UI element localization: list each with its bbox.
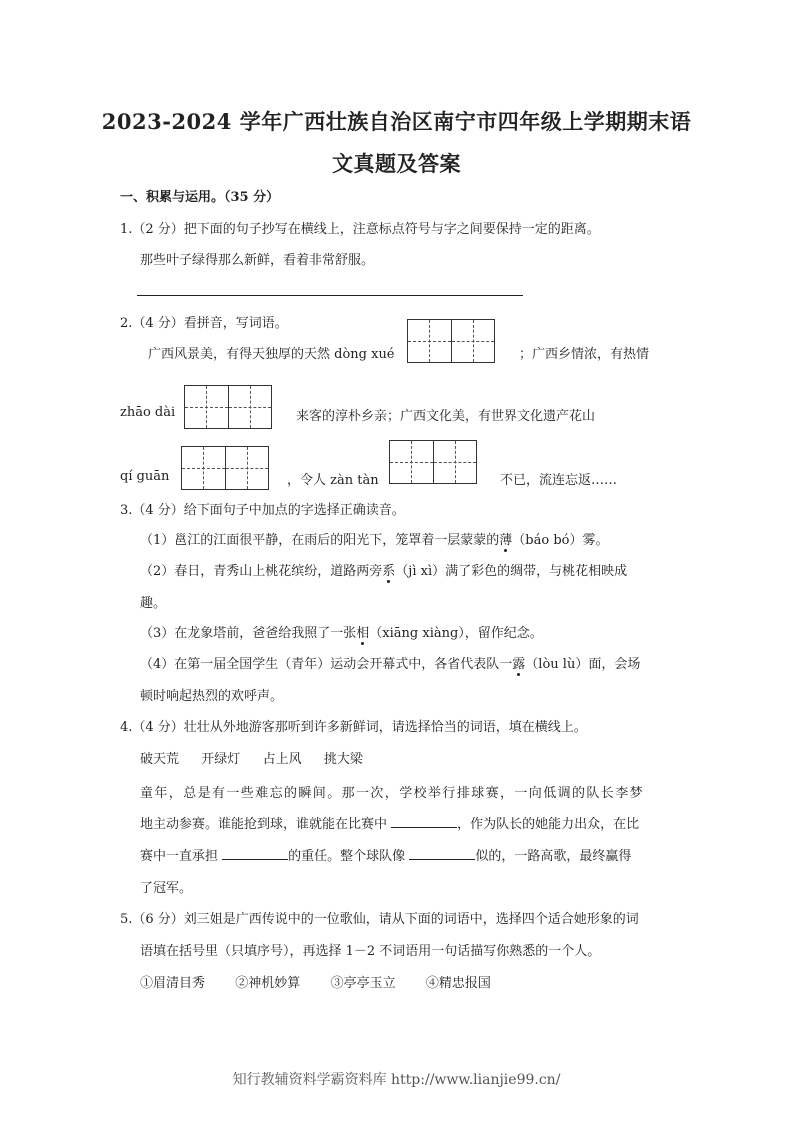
text: ，作为队长的她能力出众，在比 <box>457 817 640 832</box>
grid-cell[interactable] <box>434 441 477 483</box>
question-4: 4.（4 分）壮壮从外地游客那听到许多新鲜词，请选择恰当的词语，填在横线上。 <box>120 720 587 735</box>
text: （xiāng xiàng），留作纪念。 <box>369 626 543 641</box>
text: 地主动参赛。谁能抢到球，谁就能在比赛中 <box>140 817 388 832</box>
pinyin-zhaodai: zhāo dài <box>120 405 176 420</box>
passage-line-1: 童年，总是有一些难忘的瞬间。那一次，学校举行排球赛，一向低调的队长李梦 <box>140 786 645 801</box>
idiom-options <box>140 972 491 991</box>
question-2-text-2: ；广西乡情浓，有热情 <box>519 347 650 362</box>
text: （lòu lù）面，会场 <box>525 657 641 672</box>
idiom-option: ③亭亭玉立 <box>330 976 396 991</box>
word-options <box>140 748 363 767</box>
writing-grid-zantan[interactable] <box>389 440 477 484</box>
section-heading: 一、积累与运用。（35 分） <box>120 190 280 205</box>
page-title-line2: 文真题及答案 <box>332 151 461 176</box>
text: （2）春日，青秀山上桃花缤纷，道路两旁 <box>140 564 383 579</box>
question-1: 1.（2 分）把下面的句子抄写在横线上，注意标点符号与字之间要保持一定的距离。 <box>120 222 600 237</box>
question-3-item-2-cont: 趣。 <box>140 596 167 611</box>
question-5: 5.（6 分）刘三姐是广西传说中的一位歌仙，请从下面的词语中，选择四个适合她形象的词 <box>120 912 639 927</box>
text: 的重任。整个球队像 <box>288 849 406 864</box>
passage-line-4: 了冠军。 <box>140 881 193 896</box>
question-2-text-1: 广西风景美，有得天独厚的天然 dòng xué <box>148 347 395 362</box>
grid-cell[interactable] <box>185 386 229 428</box>
pinyin-qiguan: qí guān <box>120 469 170 484</box>
grid-cell[interactable] <box>408 320 452 362</box>
dotted-char: 薄 <box>499 533 513 548</box>
word-option: 破天荒 <box>140 752 180 767</box>
word-option: 挑大梁 <box>323 752 363 767</box>
dotted-char: 相 <box>356 626 370 641</box>
text: （3）在龙象塔前，爸爸给我照了一张 <box>140 626 357 641</box>
writing-grid-qiguan[interactable] <box>181 446 269 490</box>
word-option: 占上风 <box>262 752 302 767</box>
fill-blank[interactable] <box>222 845 288 860</box>
text: （jì xì）满了彩色的绸带，与桃花相映成 <box>395 564 628 579</box>
footer-watermark: 知行教辅资料学霸资料库 http://www.lianjie99.cn/ <box>232 1072 561 1088</box>
question-5-cont: 语填在括号里（只填序号），再选择 1－2 不词语用一句话描写你熟悉的一个人。 <box>140 944 601 959</box>
dotted-char: 露 <box>512 657 526 672</box>
grid-cell[interactable] <box>452 320 495 362</box>
question-3-item-4-cont: 顿时响起热烈的欢呼声。 <box>140 689 284 704</box>
grid-cell[interactable] <box>226 447 269 489</box>
question-2: 2.（4 分）看拼音，写词语。 <box>120 316 288 331</box>
text: （4）在第一届全国学生（青年）运动会开幕式中，各省代表队一 <box>140 657 513 672</box>
passage-line-2 <box>140 813 639 832</box>
answer-line[interactable] <box>137 295 523 296</box>
page-title: 2023-2024 学年广西壮族自治区南宁市四年级上学期期末语 <box>101 109 692 134</box>
passage-line-3 <box>140 845 631 864</box>
grid-cell[interactable] <box>182 447 226 489</box>
question-2-text-4: 不已，流连忘返…… <box>500 473 618 488</box>
idiom-option: ②神机妙算 <box>235 976 301 991</box>
text: 似的，一路高歌，最终赢得 <box>475 849 632 864</box>
text: 赛中一直承担 <box>140 849 219 864</box>
question-3-item-3 <box>140 622 543 641</box>
writing-grid-dongxue[interactable] <box>407 319 495 363</box>
question-3-item-2 <box>140 560 627 579</box>
text: （báo bó）雾。 <box>512 533 609 548</box>
dotted-char: 系 <box>382 564 396 579</box>
question-3-item-4 <box>140 653 640 672</box>
pinyin-zantan: ，令人 zàn tàn <box>287 473 379 488</box>
grid-cell[interactable] <box>390 441 434 483</box>
word-option: 开绿灯 <box>201 752 241 767</box>
writing-grid-zhaodai[interactable] <box>184 385 272 429</box>
question-2-text-3: 来客的淳朴乡亲；广西文化美，有世界文化遗产花山 <box>296 409 596 424</box>
question-3: 3.（4 分）给下面句子中加点的字选择正确读音。 <box>120 503 405 518</box>
fill-blank[interactable] <box>409 845 475 860</box>
idiom-option: ④精忠报国 <box>425 976 491 991</box>
question-3-item-1 <box>140 529 608 548</box>
grid-cell[interactable] <box>229 386 272 428</box>
question-1-sentence: 那些叶子绿得那么新鲜，看着非常舒服。 <box>140 253 375 268</box>
fill-blank[interactable] <box>391 813 457 828</box>
idiom-option: ①眉清目秀 <box>140 976 206 991</box>
text: （1）邕江的江面很平静，在雨后的阳光下，笼罩着一层蒙蒙的 <box>140 533 500 548</box>
